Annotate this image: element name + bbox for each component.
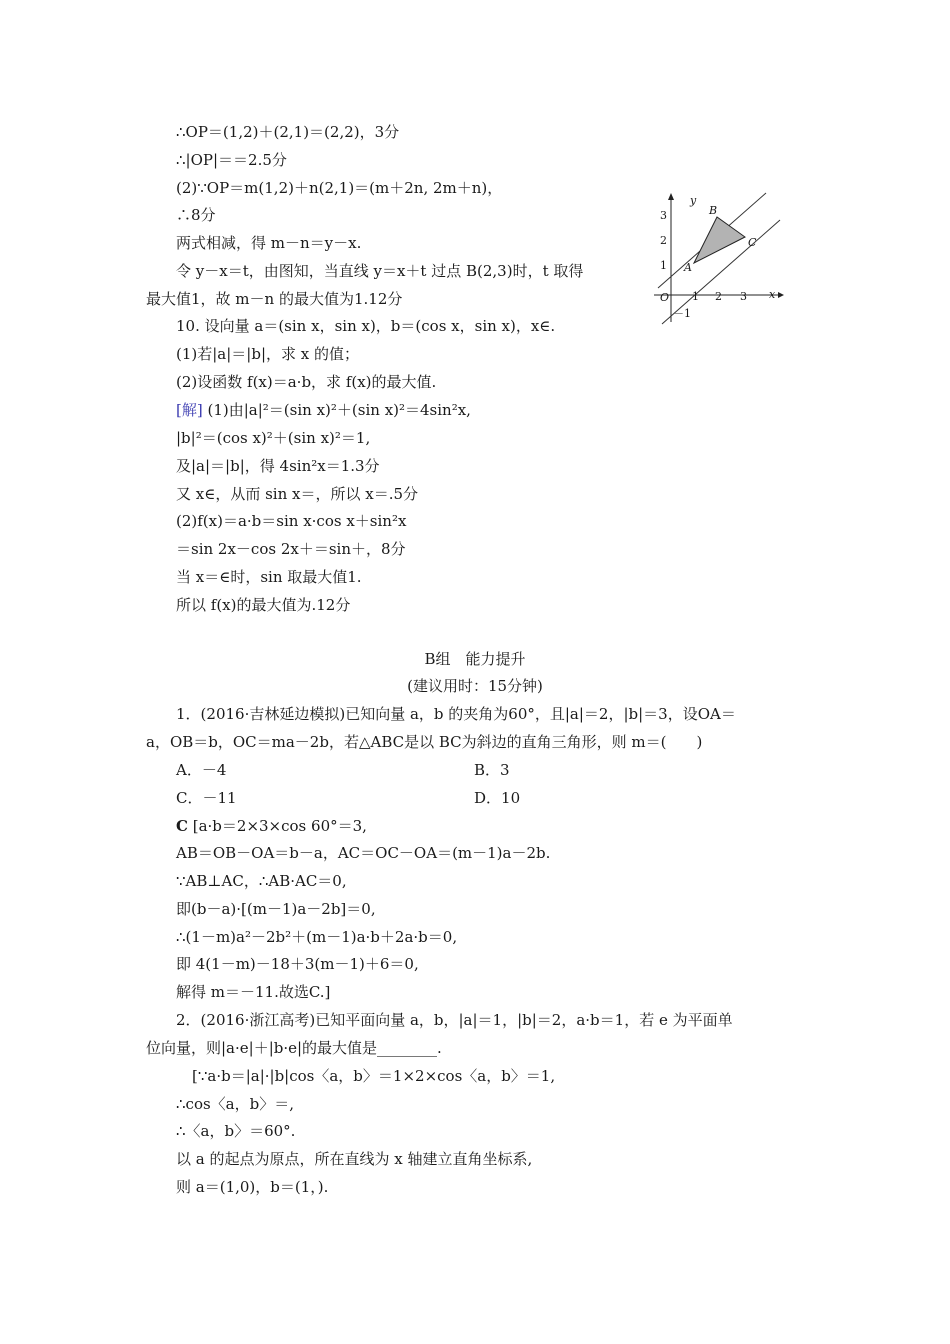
text-line: (2)设函数 f(x)＝a·b，求 f(x)的最大值.: [176, 373, 437, 391]
text-line: ∴cos〈a，b〉＝,: [176, 1095, 294, 1113]
y-tick-3: 3: [660, 209, 667, 222]
y-tick-1: 1: [660, 259, 667, 272]
option-c: C．－11: [176, 789, 237, 807]
x-tick-2: 2: [715, 290, 722, 303]
section-subtitle: (建议用时：15分钟): [407, 677, 543, 695]
text-line: 所以 f(x)的最大值为.12分: [176, 596, 351, 614]
option-b: B．3: [474, 761, 510, 779]
text-line: 又 x∈，从而 sin x＝，所以 x＝.5分: [176, 485, 419, 503]
text-line: ∴OP＝(1,2)＋(2,1)＝(2,2)，3分: [176, 123, 400, 141]
text-line: ∴〈a，b〉＝60°.: [176, 1122, 296, 1140]
x-axis-arrow: [778, 292, 784, 298]
answer-text: [a·b＝2×3×cos 60°＝3,: [192, 817, 367, 835]
text-line: 即(b－a)·[(m－1)a－2b]＝0,: [176, 900, 376, 918]
y-axis-label: y: [690, 194, 697, 207]
text-line: (2)∵OP＝m(1,2)＋n(2,1)＝(m＋2n, 2m＋n)，: [176, 179, 503, 197]
text-line: 最大值1，故 m－n 的最大值为1.12分: [146, 290, 403, 308]
text-line: [∵a·b＝|a|·|b|cos〈a，b〉＝1×2×cos〈a，b〉＝1,: [192, 1067, 556, 1085]
y-axis-arrow: [668, 193, 674, 200]
text-line: 则 a＝(1,0)，b＝(1，).: [176, 1178, 329, 1196]
text-line: ∴8分: [176, 206, 216, 224]
answer-letter: C: [176, 817, 188, 835]
text-line: ＝sin 2x－cos 2x＋＝sin＋，8分: [176, 540, 406, 558]
text-line: ∴|OP|＝＝2.5分: [176, 151, 287, 169]
option-a: A．－4: [176, 761, 227, 779]
section-title: B组 能力提升: [424, 650, 526, 668]
coordinate-figure: [648, 188, 788, 328]
text-line: ∵AB⊥AC，∴AB·AC＝0,: [176, 872, 347, 890]
y-tick-2: 2: [660, 234, 667, 247]
text-line: 以 a 的起点为原点，所在直线为 x 轴建立直角坐标系,: [176, 1150, 533, 1168]
y-tick-neg-1: －1: [673, 307, 691, 320]
point-b-label: B: [709, 204, 718, 217]
text-line: a，OB＝b，OC＝ma－2b，若△ABC是以 BC为斜边的直角三角形，则 m＝( ): [146, 733, 703, 751]
text-line: 两式相减，得 m－n＝y－x.: [176, 234, 362, 252]
question-1: 1．(2016·吉林延边模拟)已知向量 a，b 的夹角为60°，且|a|＝2，|b|＝3，设OA＝: [176, 705, 736, 723]
x-tick-1: 1: [692, 290, 699, 303]
point-a-label: A: [684, 261, 692, 274]
text-line: (2)f(x)＝a·b＝sin x·cos x＋sin²x: [176, 512, 407, 530]
question-2: 2．(2016·浙江高考)已知平面向量 a，b，|a|＝1，|b|＝2，a·b＝1，若 e 为平面单: [176, 1011, 733, 1029]
text-line: (1)若|a|＝|b|，求 x 的值；: [176, 345, 360, 363]
question-10: 10. 设向量 a＝(sin x，sin x)，b＝(cos x，sin x)，x∈.: [176, 317, 556, 335]
text-line: 位向量，则|a·e|＋|b·e|的最大值是________.: [146, 1039, 442, 1057]
solution-line: [176, 400, 471, 420]
x-tick-3: 3: [740, 290, 747, 303]
text-line: |b|²＝(cos x)²＋(sin x)²＝1,: [176, 429, 371, 447]
shaded-triangle: [694, 217, 745, 263]
text-line: 解得 m＝－11.故选C.]: [176, 983, 331, 1001]
text-line: AB＝OB－OA＝b－a，AC＝OC－OA＝(m－1)a－2b.: [176, 844, 551, 862]
point-c-label: C: [748, 236, 757, 249]
text-line: 即 4(1－m)－18＋3(m－1)＋6＝0,: [176, 955, 419, 973]
text-line: 令 y－x＝t，由图知，当直线 y＝x＋t 过点 B(2,3)时，t 取得: [176, 262, 584, 280]
text-line: 当 x＝∈时，sin 取最大值1.: [176, 568, 362, 586]
text-line: 及|a|＝|b|，得 4sin²x＝1.3分: [176, 457, 380, 475]
origin-label: O: [660, 291, 670, 304]
text-line: ∴(1－m)a²－2b²＋(m－1)a·b＋2a·b＝0,: [176, 928, 458, 946]
option-d: D．10: [474, 789, 521, 807]
answer-line: [176, 816, 367, 836]
solution-tag: [解]: [176, 401, 203, 419]
solution-text: (1)由|a|²＝(sin x)²＋(sin x)²＝4sin²x,: [207, 401, 471, 419]
x-axis-label: x: [769, 288, 776, 301]
